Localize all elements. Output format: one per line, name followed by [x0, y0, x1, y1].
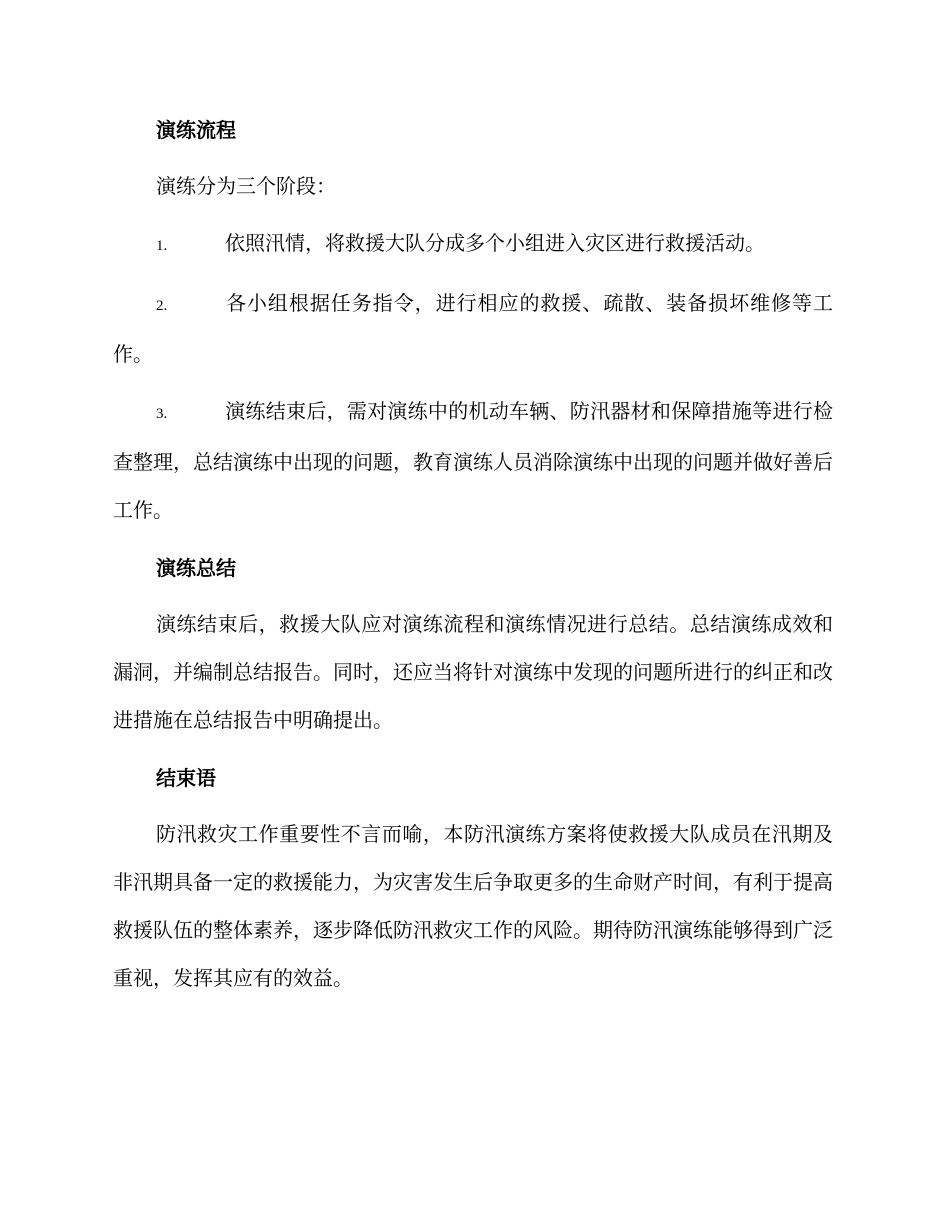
- spacer: [113, 270, 833, 279]
- flow-intro: 演练分为三个阶段：: [156, 174, 336, 198]
- list-item-text: 依照汛情，将救援大队分成多个小组进入灾区进行救援活动。: [225, 231, 765, 255]
- spacer: [113, 153, 833, 162]
- document-page: [113, 107, 833, 1002]
- spacer: [113, 378, 833, 387]
- spacer: [113, 534, 833, 545]
- section-heading-summary: 演练总结: [156, 556, 236, 580]
- list-item-number: 1.: [156, 238, 168, 254]
- section-heading-flow: 演练流程: [156, 118, 236, 142]
- section-heading-closing: 结束语: [156, 766, 216, 790]
- spacer: [113, 210, 833, 219]
- list-item: [113, 387, 833, 534]
- summary-paragraph: 演练结束后，救援大队应对演练流程和演练情况进行总结。总结演练成效和漏洞，并编制总结报告。同时，还应当将针对演练中发现的问题所进行的纠正和改进措施在总结报告中明确提出。: [113, 612, 833, 732]
- list-item-text: 各小组根据任务指令，进行相应的救援、疏散、装备损坏维修等工作。: [113, 291, 833, 366]
- list-item: [113, 219, 833, 270]
- list-item-number: 2.: [156, 298, 168, 314]
- list-item-text: 演练结束后，需对演练中的机动车辆、防汛器材和保障措施等进行检查整理，总结演练中出现的问题，教育演练人员消除演练中出现的问题并做好善后工作。: [113, 399, 833, 522]
- list-item-number: 3.: [156, 406, 168, 422]
- list-item: [113, 279, 833, 378]
- spacer: [113, 591, 833, 600]
- closing-paragraph: 防汛救灾工作重要性不言而喻，本防汛演练方案将使救援大队成员在汛期及非汛期具备一定的救援能力，为灾害发生后争取更多的生命财产时间，有利于提高救援队伍的整体素养，逐步降低防汛救灾工作的风险。期待防汛演练能够得到广泛重视，发挥其应有的效益。: [113, 822, 833, 990]
- spacer: [113, 801, 833, 810]
- spacer: [113, 744, 833, 755]
